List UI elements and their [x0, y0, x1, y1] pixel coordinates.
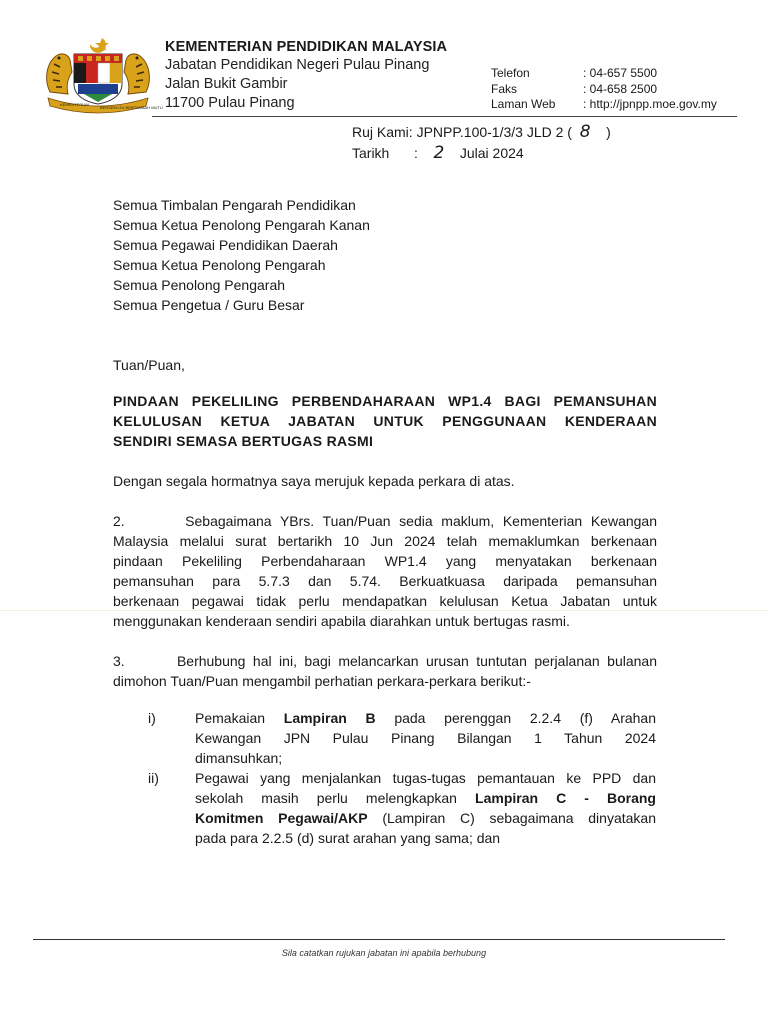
scan-artifact-line: [0, 610, 768, 611]
item-text: Pemakaian: [195, 710, 284, 726]
ruj-close: ): [606, 124, 611, 140]
subject-heading: [113, 391, 657, 451]
reference-block: [352, 122, 611, 164]
contact-website: [491, 97, 717, 113]
ruj-handwritten-number: 8: [579, 122, 591, 142]
tarikh-label: Tarikh: [352, 145, 390, 161]
org-name: KEMENTERIAN PENDIDIKAN MALAYSIA: [165, 39, 448, 55]
paragraph-line: berkenaan pegawai tidak perlu mendapatkan kelulusan Ketua Jabatan untuk: [113, 593, 657, 609]
recipient-line: Semua Pegawai Pendidikan Daerah: [113, 237, 338, 253]
ruj-value: JPNPP.100-1/3/3 JLD 2 (: [416, 124, 572, 140]
contact-value: : 04-658 2500: [583, 81, 658, 96]
paragraph-line: Malaysia melalui surat bertarikh 10 Jun 2024 telah memaklumkan berkenaan: [113, 533, 657, 549]
item-line: [195, 788, 656, 808]
header-divider: [152, 116, 737, 117]
address-line-2: Jalan Bukit Gambir: [165, 76, 288, 92]
list-item: [148, 708, 656, 768]
tarikh-value: Julai 2024: [459, 145, 524, 161]
item-bold-text: Lampiran C - Borang: [475, 790, 656, 806]
item-bold-text: Komitmen Pegawai/AKP: [195, 810, 368, 826]
contact-value: : 04-657 5500: [583, 66, 658, 80]
crest-banner-left: KEMENTERIAN: [60, 102, 89, 107]
paragraph-line: 3. Berhubung hal ini, bagi melancarkan urusan tuntutan perjalanan bulanan: [113, 653, 657, 669]
item-bold-text: Lampiran B: [283, 710, 376, 726]
recipient-line: Semua Penolong Pengarah: [113, 277, 286, 293]
item-line: Pegawai yang menjalankan tugas-tugas pemantauan ke PPD dan: [195, 770, 656, 786]
subject-line: PINDAAN PEKELILING PERBENDAHARAAN WP1.4 BAGI PEMANSUHAN: [113, 393, 657, 409]
org-address-block: [165, 39, 447, 113]
item-body: [195, 708, 656, 768]
tarikh-handwritten-day: 2: [433, 143, 445, 163]
recipient-line: Semua Ketua Penolong Pengarah: [113, 257, 326, 273]
recipient-line: Semua Ketua Penolong Pengarah Kanan: [113, 217, 370, 233]
subject-line: SENDIRI SEMASA BERTUGAS RASMI: [113, 433, 374, 449]
item-line: pada para 2.2.5 (d) surat arahan yang sama; dan: [195, 830, 501, 846]
paragraph-line: menggunakan kenderaan sendiri apabila diarahkan untuk bertugas rasmi.: [113, 613, 570, 629]
list-item: [148, 768, 656, 848]
subject-line: KELULUSAN KETUA JABATAN UNTUK PENGGUNAAN KENDERAAN: [113, 413, 657, 429]
paragraph-line: 2. Sebagaimana YBrs. Tuan/Puan sedia maklum, Kementerian Kewangan: [113, 513, 657, 529]
salutation: Tuan/Puan,: [113, 357, 185, 373]
coat-of-arms-icon: [40, 34, 163, 114]
crest-banner-motto: BERSEKUTU BERTAMBAH MUTU: [100, 105, 163, 110]
recipients-list: [113, 195, 370, 315]
contact-phone: [491, 66, 717, 82]
recipient-line: Semua Pengetua / Guru Besar: [113, 297, 305, 313]
tarikh-colon: :: [414, 145, 418, 161]
item-number: i): [148, 710, 156, 726]
item-text: sekolah masih perlu melengkapkan: [195, 790, 476, 806]
item-body: [195, 768, 656, 848]
address-line-3: 11700 Pulau Pinang: [165, 95, 295, 111]
ruj-label: Ruj Kami:: [352, 124, 413, 140]
address-line-1: Jabatan Pendidikan Negeri Pulau Pinang: [165, 57, 430, 73]
contact-label: Telefon: [491, 66, 530, 80]
paragraph-line: pindaan Pekeliling Perbendaharaan WP1.4 yang menyatakan berkenaan: [113, 553, 657, 569]
item-line: Kewangan JPN Pulau Pinang Bilangan 1 Tahun 2024: [195, 730, 656, 746]
enumerated-items: [148, 708, 656, 848]
contact-value: : http://jpnpp.moe.gov.my: [583, 97, 717, 111]
item-text: (Lampiran C) sebagaimana dinyatakan: [367, 810, 656, 826]
reference-row: [352, 122, 611, 143]
item-line: [195, 708, 656, 728]
footer-divider: [33, 939, 725, 940]
contact-block: [491, 66, 717, 113]
item-line: [195, 808, 656, 828]
paragraph-1: Dengan segala hormatnya saya merujuk kepada perkara di atas.: [113, 473, 515, 489]
paragraph-line: dimohon Tuan/Puan mengambil perhatian perkara-perkara berikut:-: [113, 673, 531, 689]
paragraph-3: [113, 651, 657, 691]
date-row: [352, 143, 611, 164]
contact-label: Laman Web: [491, 97, 556, 111]
contact-label: Faks: [491, 81, 518, 96]
item-text: pada perenggan 2.2.4 (f) Arahan: [375, 710, 656, 726]
footer-note: Sila catatkan rujukan jabatan ini apabila berhubung: [281, 948, 487, 958]
paragraph-2: [113, 511, 657, 631]
paragraph-line: pemansuhan para 5.7.3 dan 5.74. Berkuatkuasa daripada pemansuhan: [113, 573, 657, 589]
recipient-line: Semua Timbalan Pengarah Pendidikan: [113, 197, 356, 213]
item-line: dimansuhkan;: [195, 750, 283, 766]
contact-fax: [491, 82, 717, 98]
item-number: ii): [148, 770, 159, 786]
